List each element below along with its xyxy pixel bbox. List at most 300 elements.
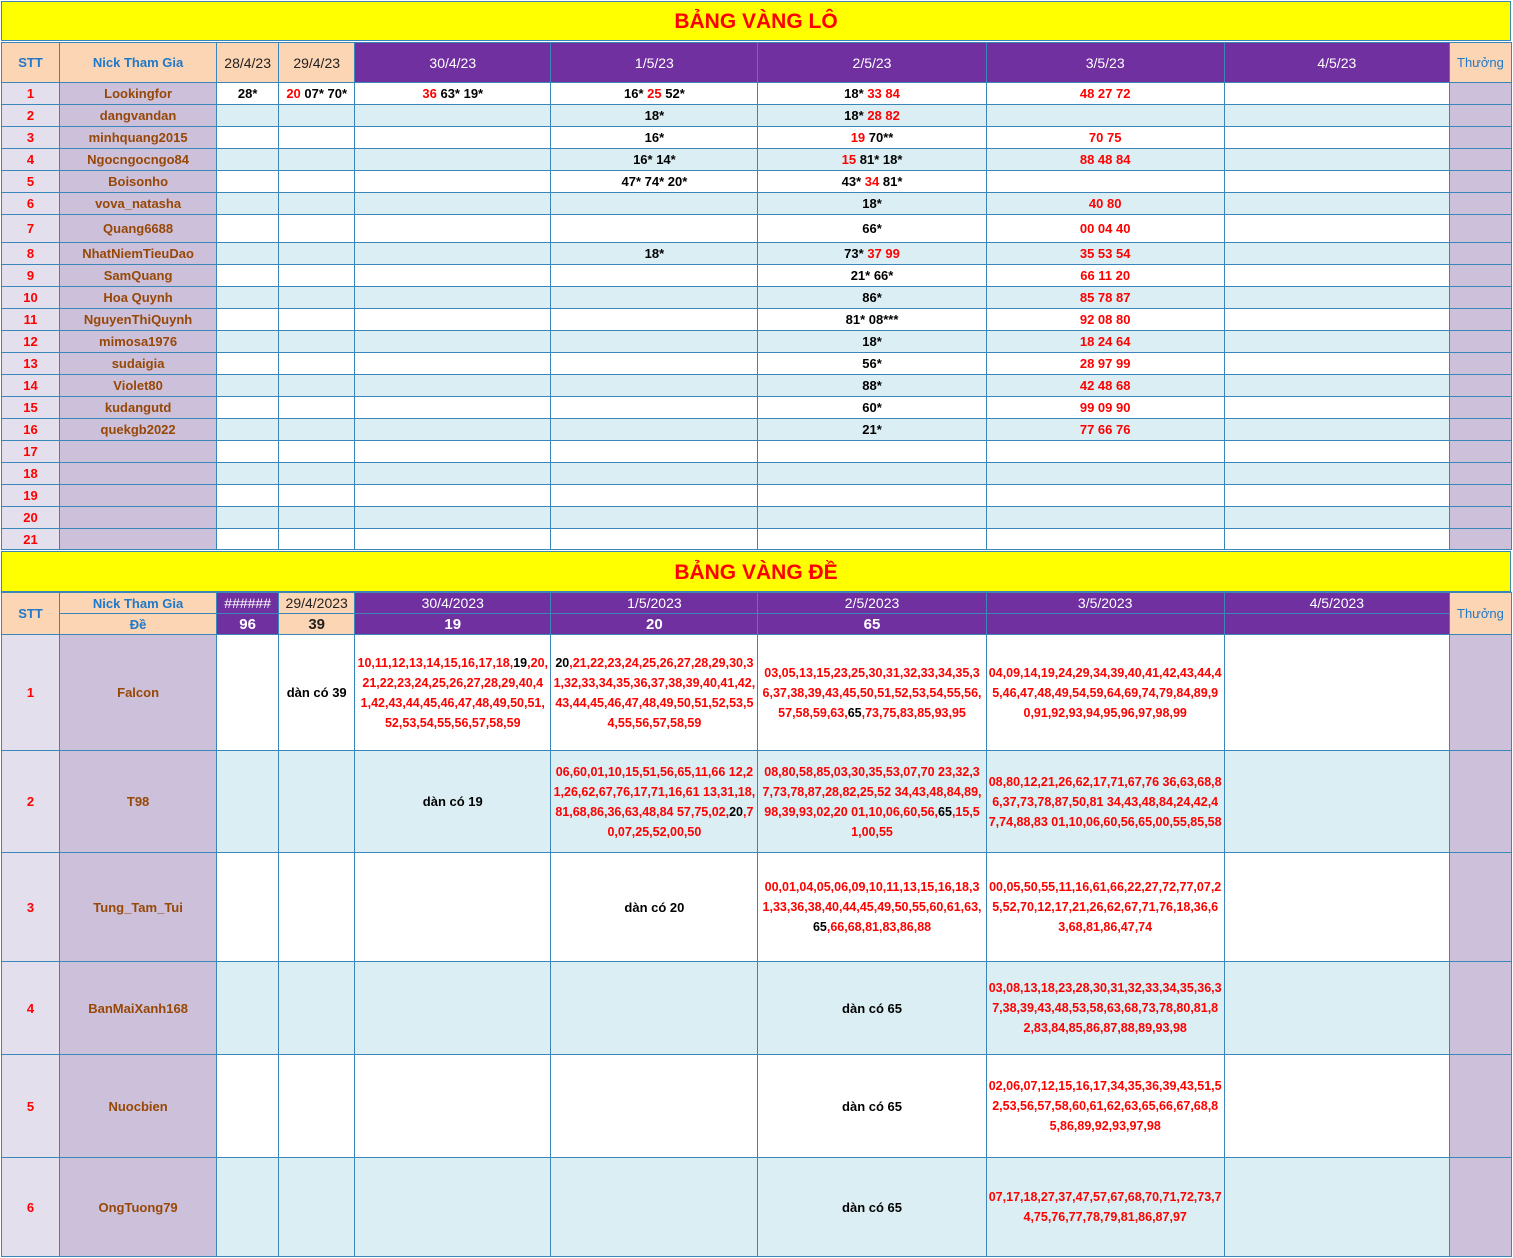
- row-nick: [60, 507, 217, 529]
- row-thuong: [1449, 529, 1511, 550]
- row-stt: 16: [2, 419, 60, 441]
- cell-number-run: 18*: [862, 196, 882, 211]
- de-pick-cell: [758, 1055, 986, 1158]
- row-thuong: [1449, 127, 1511, 149]
- lo-pick-cell: [217, 215, 279, 243]
- lo-pick-cell: [279, 507, 355, 529]
- de-pick-cell: [986, 853, 1224, 962]
- cell-number-run: 07,17,18,27,37,47,57,67,68,70,71,72,73,74,75,76,77,78,79,81,86,87,97: [988, 1190, 1222, 1224]
- lo-pick-cell: [1224, 353, 1449, 375]
- lo-pick-cell: [279, 265, 355, 287]
- lo-pick-cell: [758, 193, 986, 215]
- de-pick-cell: [355, 1158, 551, 1257]
- row-stt: 21: [2, 529, 60, 550]
- lo-pick-cell: [758, 171, 986, 193]
- de-result: 96: [217, 614, 279, 635]
- lo-table-row: [2, 507, 1512, 529]
- lo-pick-cell: [217, 243, 279, 265]
- lo-header-row: [2, 43, 1512, 83]
- row-stt: 5: [2, 171, 60, 193]
- cell-number-run: 88 48 84: [1079, 152, 1131, 167]
- lo-pick-cell: [758, 463, 986, 485]
- cell-number-run: 56*: [862, 356, 882, 371]
- de-table-row: [2, 751, 1512, 853]
- row-nick: OngTuong79: [60, 1158, 217, 1257]
- lo-table-row: [2, 287, 1512, 309]
- lo-pick-cell: [551, 331, 758, 353]
- lo-pick-cell: [279, 353, 355, 375]
- lo-pick-cell: [355, 331, 551, 353]
- lo-pick-cell: [551, 463, 758, 485]
- row-thuong: [1449, 83, 1511, 105]
- row-stt: 1: [2, 83, 60, 105]
- de-pick-cell: [1224, 1158, 1449, 1257]
- lo-pick-cell: [986, 83, 1224, 105]
- lo-pick-cell: [355, 441, 551, 463]
- cell-number-run: 18 24 64: [1079, 334, 1131, 349]
- de-header-date: 3/5/2023: [986, 593, 1224, 614]
- cell-number-run: 25: [647, 86, 666, 101]
- row-nick: dangvandan: [60, 105, 217, 127]
- lo-pick-cell: [986, 287, 1224, 309]
- row-thuong: [1449, 463, 1511, 485]
- de-result: [986, 614, 1224, 635]
- row-nick: Violet80: [60, 375, 217, 397]
- lo-pick-cell: [279, 83, 355, 105]
- lo-pick-cell: [1224, 485, 1449, 507]
- lo-pick-cell: [279, 375, 355, 397]
- cell-number-run: 18*: [844, 108, 868, 123]
- cell-number-run: 85 78 87: [1079, 290, 1131, 305]
- lo-pick-cell: [1224, 105, 1449, 127]
- cell-number-run: 60*: [862, 400, 882, 415]
- row-thuong: [1449, 353, 1511, 375]
- cell-number-run: 66 11 20: [1080, 268, 1131, 283]
- row-stt: 6: [2, 1158, 60, 1257]
- cell-number-run: 04,09,14,19,24,29,34,39,40,41,42,43,44,45,46,47,48,49,54,59,64,69,74,79,84,89,90,91,92,93,94,95,96,97,98,99: [988, 665, 1222, 720]
- cell-number-run: 21*: [862, 422, 882, 437]
- de-pick-cell: [279, 635, 355, 751]
- lo-pick-cell: [551, 529, 758, 550]
- de-pick-cell: [986, 635, 1224, 751]
- lo-pick-cell: [217, 485, 279, 507]
- lo-pick-cell: [217, 507, 279, 529]
- row-thuong: [1449, 485, 1511, 507]
- lo-header-nick: Nick Tham Gia: [60, 43, 217, 83]
- cell-number-run: 20: [555, 655, 570, 670]
- row-nick: [60, 441, 217, 463]
- lo-pick-cell: [279, 215, 355, 243]
- lo-pick-cell: [986, 331, 1224, 353]
- cell-number-run: 16* 14*: [633, 152, 676, 167]
- lo-pick-cell: [217, 353, 279, 375]
- de-pick-cell: [1224, 635, 1449, 751]
- lo-table-row: [2, 265, 1512, 287]
- lo-pick-cell: [1224, 243, 1449, 265]
- de-table-row: [2, 1158, 1512, 1257]
- lo-pick-cell: [758, 309, 986, 331]
- de-pick-cell: [551, 1055, 758, 1158]
- lo-pick-cell: [551, 353, 758, 375]
- de-pick-cell: [758, 751, 986, 853]
- de-pick-cell: [217, 1055, 279, 1158]
- row-thuong: [1449, 149, 1511, 171]
- row-thuong: [1449, 635, 1511, 751]
- row-nick: [60, 485, 217, 507]
- lo-pick-cell: [551, 193, 758, 215]
- cell-number-run: dàn có 65: [842, 1199, 902, 1215]
- row-thuong: [1449, 193, 1511, 215]
- lo-title-banner: BẢNG VÀNG LÔ: [1, 1, 1511, 41]
- lo-pick-cell: [279, 149, 355, 171]
- row-nick: kudangutd: [60, 397, 217, 419]
- lo-pick-cell: [758, 397, 986, 419]
- de-header-row: [2, 593, 1512, 614]
- lo-pick-cell: [986, 441, 1224, 463]
- row-stt: 8: [2, 243, 60, 265]
- row-nick: Ngocngocngo84: [60, 149, 217, 171]
- row-stt: 10: [2, 287, 60, 309]
- de-table-row: [2, 1055, 1512, 1158]
- de-pick-cell: [217, 962, 279, 1055]
- lo-pick-cell: [551, 397, 758, 419]
- cell-number-run: 66*: [862, 221, 882, 236]
- row-stt: 3: [2, 853, 60, 962]
- lo-pick-cell: [279, 397, 355, 419]
- cell-number-run: dàn có 39: [286, 685, 347, 700]
- cell-number-run: ,20,21,22,23,24,25,26,27,28,29,40,41,42,43,44,45,46,47,48,49,50,51,52,53,54,55,56,57,58,59: [360, 655, 548, 730]
- de-pick-cell: [355, 751, 551, 853]
- lo-pick-cell: [986, 193, 1224, 215]
- cell-number-run: 28*: [237, 86, 258, 101]
- lo-pick-cell: [1224, 331, 1449, 353]
- cell-number-run: 18*: [644, 108, 665, 123]
- de-pick-cell: [217, 853, 279, 962]
- lo-pick-cell: [1224, 215, 1449, 243]
- lo-table-row: [2, 353, 1512, 375]
- lo-pick-cell: [1224, 529, 1449, 550]
- row-thuong: [1449, 375, 1511, 397]
- lo-pick-cell: [279, 485, 355, 507]
- cell-number-run: 08,80,12,21,26,62,17,71,67,76 36,63,68,86,37,73,78,87,50,81 34,43,48,84,24,42,47,74,88,83 01,10,06,60,56,65,00,55,85,58: [988, 774, 1222, 829]
- lo-pick-cell: [758, 243, 986, 265]
- lo-table-row: [2, 485, 1512, 507]
- de-result: [1224, 614, 1449, 635]
- cell-number-run: 34: [864, 174, 883, 189]
- de-pick-cell: [217, 1158, 279, 1257]
- lo-pick-cell: [758, 375, 986, 397]
- row-nick: NhatNiemTieuDao: [60, 243, 217, 265]
- de-table: [1, 592, 1512, 1257]
- row-thuong: [1449, 243, 1511, 265]
- row-thuong: [1449, 287, 1511, 309]
- lo-header-stt: STT: [2, 43, 60, 83]
- cell-number-run: 70**: [868, 130, 894, 145]
- cell-number-run: 07* 70*: [304, 86, 348, 101]
- cell-number-run: 28 97 99: [1079, 356, 1131, 371]
- lo-pick-cell: [758, 83, 986, 105]
- row-stt: 2: [2, 751, 60, 853]
- lo-pick-cell: [758, 529, 986, 550]
- lo-pick-cell: [279, 441, 355, 463]
- cell-number-run: ,70,07,25,52,00,50: [607, 804, 754, 839]
- lo-pick-cell: [355, 105, 551, 127]
- de-header-date: 29/4/2023: [279, 593, 355, 614]
- row-stt: 9: [2, 265, 60, 287]
- cell-number-run: 06,60,01,10,15,51,56,65,11,66 12,21,26,62,67,76,17,71,16,61 13,31,18,81,68,86,36,63,48,84 57,75,02,: [553, 764, 756, 819]
- lo-pick-cell: [1224, 171, 1449, 193]
- lo-pick-cell: [758, 127, 986, 149]
- row-thuong: [1449, 215, 1511, 243]
- lo-pick-cell: [217, 375, 279, 397]
- lo-table-row: [2, 171, 1512, 193]
- lo-pick-cell: [355, 375, 551, 397]
- cell-number-run: 35 53 54: [1079, 246, 1131, 261]
- cell-number-run: ,66,68,81,83,86,88: [826, 920, 932, 934]
- lo-pick-cell: [986, 353, 1224, 375]
- lo-pick-cell: [355, 193, 551, 215]
- lo-pick-cell: [758, 265, 986, 287]
- row-thuong: [1449, 962, 1511, 1055]
- lo-pick-cell: [758, 419, 986, 441]
- de-pick-cell: [355, 1055, 551, 1158]
- row-nick: Boisonho: [60, 171, 217, 193]
- lo-pick-cell: [355, 215, 551, 243]
- cell-number-run: dàn có 65: [842, 1000, 902, 1016]
- lo-pick-cell: [355, 83, 551, 105]
- cell-number-run: 43*: [841, 174, 865, 189]
- lo-pick-cell: [355, 265, 551, 287]
- row-thuong: [1449, 853, 1511, 962]
- lo-table-row: [2, 463, 1512, 485]
- row-nick: mimosa1976: [60, 331, 217, 353]
- row-thuong: [1449, 1055, 1511, 1158]
- cell-number-run: 02,06,07,12,15,16,17,34,35,36,39,43,51,52,53,56,57,58,60,61,62,63,65,66,67,68,85,86,89,92,93,97,98: [988, 1079, 1222, 1133]
- lo-pick-cell: [217, 149, 279, 171]
- cell-number-run: 03,05,13,15,23,25,30,31,32,33,34,35,36,37,38,39,43,45,50,51,52,53,54,55,56,57,58,59,63,: [762, 665, 982, 720]
- de-pick-cell: [758, 1158, 986, 1257]
- row-stt: 17: [2, 441, 60, 463]
- lo-pick-cell: [551, 419, 758, 441]
- lo-pick-cell: [279, 127, 355, 149]
- cell-number-run: 18*: [862, 334, 882, 349]
- lo-table-row: [2, 193, 1512, 215]
- lo-table-row: [2, 529, 1512, 550]
- lo-pick-cell: [1224, 441, 1449, 463]
- row-nick: [60, 529, 217, 550]
- lo-pick-cell: [986, 243, 1224, 265]
- lo-pick-cell: [551, 507, 758, 529]
- de-pick-cell: [986, 962, 1224, 1055]
- cell-number-run: 36: [422, 86, 441, 101]
- lo-pick-cell: [1224, 375, 1449, 397]
- lo-pick-cell: [551, 215, 758, 243]
- lo-pick-cell: [355, 463, 551, 485]
- lo-pick-cell: [986, 507, 1224, 529]
- cell-number-run: 33 84: [867, 86, 900, 101]
- row-thuong: [1449, 507, 1511, 529]
- de-header-date: ######: [217, 593, 279, 614]
- row-stt: 14: [2, 375, 60, 397]
- de-pick-cell: [986, 751, 1224, 853]
- row-stt: 2: [2, 105, 60, 127]
- de-result: 65: [758, 614, 986, 635]
- row-thuong: [1449, 419, 1511, 441]
- lo-pick-cell: [217, 265, 279, 287]
- lo-table-row: [2, 215, 1512, 243]
- de-pick-cell: [551, 962, 758, 1055]
- lo-table-row: [2, 441, 1512, 463]
- cell-number-run: 88*: [862, 378, 882, 393]
- lo-pick-cell: [1224, 397, 1449, 419]
- lo-pick-cell: [279, 419, 355, 441]
- cell-number-run: 42 48 68: [1079, 378, 1131, 393]
- lo-pick-cell: [279, 331, 355, 353]
- lo-table-row: [2, 331, 1512, 353]
- lo-pick-cell: [551, 127, 758, 149]
- cell-number-run: 18*: [644, 246, 665, 261]
- de-pick-cell: [1224, 962, 1449, 1055]
- row-nick: T98: [60, 751, 217, 853]
- cell-number-run: 00 04 40: [1079, 221, 1131, 236]
- row-thuong: [1449, 309, 1511, 331]
- de-pick-cell: [217, 751, 279, 853]
- de-pick-cell: [279, 1055, 355, 1158]
- de-table-row: [2, 962, 1512, 1055]
- cell-number-run: 15: [841, 152, 860, 167]
- de-pick-cell: [986, 1158, 1224, 1257]
- cell-number-run: 40 80: [1088, 196, 1122, 211]
- lo-pick-cell: [355, 529, 551, 550]
- lo-pick-cell: [551, 375, 758, 397]
- de-result: 19: [355, 614, 551, 635]
- row-nick: Tung_Tam_Tui: [60, 853, 217, 962]
- lo-header-date: 4/5/23: [1224, 43, 1449, 83]
- cell-number-run: 77 66 76: [1079, 422, 1131, 437]
- lo-pick-cell: [355, 171, 551, 193]
- de-pick-cell: [355, 635, 551, 751]
- lo-header-date: 1/5/23: [551, 43, 758, 83]
- row-stt: 6: [2, 193, 60, 215]
- row-stt: 4: [2, 149, 60, 171]
- de-pick-cell: [1224, 853, 1449, 962]
- row-thuong: [1449, 105, 1511, 127]
- lo-pick-cell: [986, 127, 1224, 149]
- row-stt: 11: [2, 309, 60, 331]
- lo-pick-cell: [1224, 83, 1449, 105]
- de-body: [2, 635, 1512, 1257]
- cell-number-run: 65: [812, 920, 827, 934]
- de-pick-cell: [279, 751, 355, 853]
- cell-number-run: 99 09 90: [1079, 400, 1131, 415]
- lo-pick-cell: [279, 529, 355, 550]
- cell-number-run: 92 08 80: [1079, 312, 1131, 327]
- lo-pick-cell: [1224, 149, 1449, 171]
- lo-pick-cell: [758, 485, 986, 507]
- row-nick: NguyenThiQuynh: [60, 309, 217, 331]
- row-stt: 12: [2, 331, 60, 353]
- row-nick: SamQuang: [60, 265, 217, 287]
- lo-pick-cell: [758, 507, 986, 529]
- lo-pick-cell: [551, 287, 758, 309]
- lo-pick-cell: [758, 287, 986, 309]
- cell-number-run: 00,05,50,55,11,16,61,66,22,27,72,77,07,25,52,70,12,17,21,26,62,67,71,76,18,36,63,68,81,86,47,74: [989, 880, 1222, 934]
- lo-pick-cell: [1224, 193, 1449, 215]
- de-pick-cell: [551, 751, 758, 853]
- lo-pick-cell: [279, 243, 355, 265]
- cell-number-run: 65: [847, 705, 862, 720]
- lo-pick-cell: [986, 375, 1224, 397]
- cell-number-run: 18*: [844, 86, 868, 101]
- lo-pick-cell: [758, 149, 986, 171]
- lo-pick-cell: [355, 353, 551, 375]
- lo-pick-cell: [986, 149, 1224, 171]
- row-stt: 3: [2, 127, 60, 149]
- cell-number-run: 28 82: [867, 108, 900, 123]
- lo-table-row: [2, 397, 1512, 419]
- lo-table-row: [2, 419, 1512, 441]
- lo-pick-cell: [986, 529, 1224, 550]
- row-nick: Lookingfor: [60, 83, 217, 105]
- cell-number-run: 52*: [665, 86, 685, 101]
- cell-number-run: 70 75: [1088, 130, 1122, 145]
- lo-pick-cell: [551, 485, 758, 507]
- lo-header-date: 29/4/23: [279, 43, 355, 83]
- lo-pick-cell: [355, 507, 551, 529]
- de-header-date: 1/5/2023: [551, 593, 758, 614]
- de-pick-cell: [551, 1158, 758, 1257]
- de-result: 39: [279, 614, 355, 635]
- lo-pick-cell: [758, 353, 986, 375]
- cell-number-run: 08,80,58,85,03,30,35,53,07,70 23,32,37,73,78,87,28,82,25,52 34,43,48,84,89,98,39,93,02,20 01,10,06,60,56,: [762, 764, 982, 819]
- de-pick-cell: [986, 1055, 1224, 1158]
- de-pick-cell: [1224, 1055, 1449, 1158]
- lo-pick-cell: [217, 331, 279, 353]
- lo-pick-cell: [986, 485, 1224, 507]
- row-nick: sudaigia: [60, 353, 217, 375]
- lo-pick-cell: [551, 309, 758, 331]
- lo-pick-cell: [1224, 419, 1449, 441]
- lo-pick-cell: [551, 105, 758, 127]
- de-pick-cell: [758, 635, 986, 751]
- lo-pick-cell: [758, 105, 986, 127]
- de-pick-cell: [551, 635, 758, 751]
- row-stt: 5: [2, 1055, 60, 1158]
- lo-pick-cell: [217, 193, 279, 215]
- row-stt: 13: [2, 353, 60, 375]
- de-result: 20: [551, 614, 758, 635]
- row-thuong: [1449, 1158, 1511, 1257]
- row-nick: vova_natasha: [60, 193, 217, 215]
- de-table-row: [2, 635, 1512, 751]
- lo-table-row: [2, 127, 1512, 149]
- row-nick: [60, 463, 217, 485]
- row-thuong: [1449, 441, 1511, 463]
- lo-pick-cell: [986, 215, 1224, 243]
- de-table-row: [2, 853, 1512, 962]
- row-stt: 4: [2, 962, 60, 1055]
- row-stt: 7: [2, 215, 60, 243]
- cell-number-run: dàn có 19: [422, 794, 483, 809]
- lo-body: [2, 83, 1512, 550]
- lo-pick-cell: [355, 485, 551, 507]
- de-pick-cell: [758, 962, 986, 1055]
- de-header-stt: STT: [2, 593, 60, 635]
- lo-pick-cell: [551, 149, 758, 171]
- lo-pick-cell: [279, 105, 355, 127]
- lo-pick-cell: [551, 171, 758, 193]
- row-nick: Falcon: [60, 635, 217, 751]
